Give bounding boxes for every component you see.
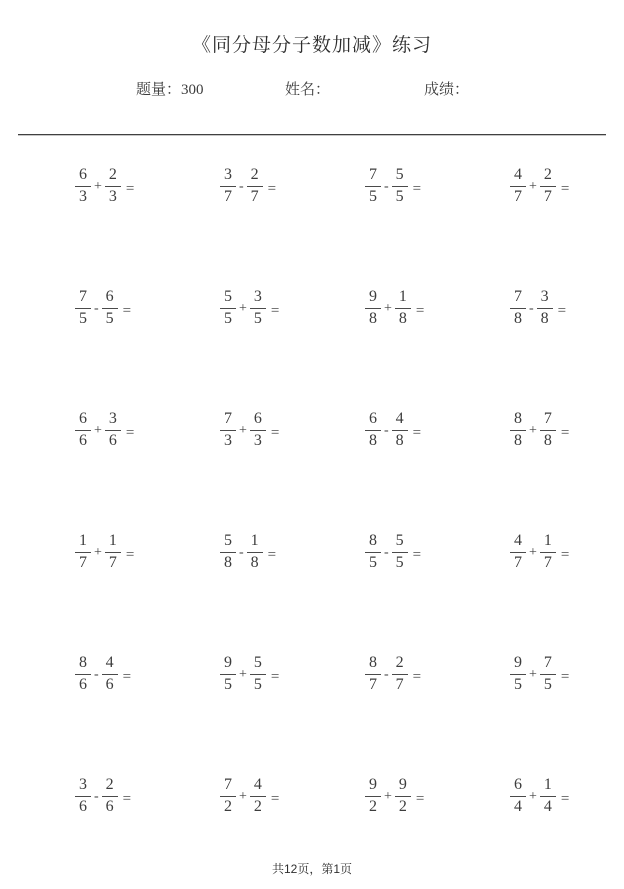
fraction-left xyxy=(220,532,236,572)
fraction-right xyxy=(540,776,556,816)
fraction-right xyxy=(247,532,263,572)
numerator: 3 xyxy=(220,166,236,186)
denominator: 5 xyxy=(369,553,377,571)
equals-sign: = xyxy=(412,180,422,197)
math-problem xyxy=(75,532,220,572)
equals-sign: = xyxy=(122,302,132,319)
numerator: 8 xyxy=(365,532,381,552)
fraction-right xyxy=(250,654,266,694)
fraction-left xyxy=(365,776,381,816)
fraction-right xyxy=(540,410,556,450)
operator-sign: + xyxy=(384,301,392,316)
quantity-label: 题量：300 xyxy=(136,82,204,98)
denominator: 2 xyxy=(398,797,407,815)
fraction-right xyxy=(105,166,121,206)
math-problem xyxy=(75,410,220,450)
math-problem xyxy=(365,776,510,816)
denominator: 5 xyxy=(514,675,522,693)
denominator: 6 xyxy=(79,431,87,449)
denominator: 4 xyxy=(514,797,522,815)
numerator: 6 xyxy=(250,410,266,430)
numerator: 9 xyxy=(395,776,411,796)
equals-sign: = xyxy=(125,424,135,441)
denominator: 6 xyxy=(79,675,87,693)
numerator: 7 xyxy=(510,288,526,308)
fraction-left xyxy=(75,532,91,572)
numerator: 9 xyxy=(220,654,236,674)
fraction-right xyxy=(537,288,553,328)
equals-sign: = xyxy=(415,302,425,319)
operator-sign: - xyxy=(384,667,389,682)
operator-sign: - xyxy=(94,667,99,682)
fraction-right xyxy=(392,532,408,572)
equals-sign: = xyxy=(412,424,422,441)
numerator: 1 xyxy=(540,532,556,552)
operator-sign: + xyxy=(529,179,537,194)
math-problem xyxy=(365,166,510,206)
numerator: 3 xyxy=(250,288,266,308)
equals-sign: = xyxy=(560,668,570,685)
numerator: 7 xyxy=(540,654,556,674)
denominator: 3 xyxy=(224,431,232,449)
math-problem xyxy=(510,776,624,816)
fraction-right xyxy=(395,776,411,816)
fraction-right xyxy=(105,532,121,572)
page-title: 《同分母分子数加减》练习 xyxy=(191,35,432,56)
fraction-right xyxy=(250,776,266,816)
fraction-right xyxy=(247,166,263,206)
denominator: 5 xyxy=(105,309,114,327)
denominator: 8 xyxy=(224,553,232,571)
math-problem xyxy=(510,532,624,572)
equals-sign: = xyxy=(125,180,135,197)
math-problem xyxy=(220,166,365,206)
numerator: 3 xyxy=(537,288,553,308)
math-problem xyxy=(220,776,365,816)
numerator: 2 xyxy=(392,654,408,674)
denominator: 8 xyxy=(540,309,549,327)
fraction-left xyxy=(510,776,526,816)
numerator: 1 xyxy=(540,776,556,796)
numerator: 6 xyxy=(510,776,526,796)
numerator: 4 xyxy=(392,410,408,430)
denominator: 7 xyxy=(108,553,117,571)
numerator: 7 xyxy=(75,288,91,308)
math-problem xyxy=(510,288,624,328)
denominator: 7 xyxy=(395,675,404,693)
equals-sign: = xyxy=(560,790,570,807)
fraction-left xyxy=(220,288,236,328)
numerator: 1 xyxy=(247,532,263,552)
math-problem xyxy=(75,654,220,694)
equals-sign: = xyxy=(560,546,570,563)
fraction-right xyxy=(540,654,556,694)
operator-sign: + xyxy=(529,789,537,804)
math-problem xyxy=(220,410,365,450)
denominator: 2 xyxy=(369,797,377,815)
equals-sign: = xyxy=(270,668,280,685)
denominator: 7 xyxy=(369,675,377,693)
denominator: 7 xyxy=(543,553,552,571)
equals-sign: = xyxy=(270,424,280,441)
numerator: 8 xyxy=(75,654,91,674)
math-problem xyxy=(220,654,365,694)
equals-sign: = xyxy=(125,546,135,563)
operator-sign: - xyxy=(529,301,534,316)
fraction-left xyxy=(75,166,91,206)
denominator: 5 xyxy=(79,309,87,327)
numerator: 4 xyxy=(102,654,118,674)
denominator: 7 xyxy=(543,187,552,205)
fraction-left xyxy=(510,410,526,450)
numerator: 9 xyxy=(365,776,381,796)
operator-sign: + xyxy=(239,301,247,316)
denominator: 5 xyxy=(253,675,262,693)
fraction-right xyxy=(102,776,118,816)
denominator: 8 xyxy=(543,431,552,449)
math-problem xyxy=(365,288,510,328)
equals-sign: = xyxy=(270,790,280,807)
equals-sign: = xyxy=(560,424,570,441)
fraction-right xyxy=(102,288,118,328)
numerator: 8 xyxy=(365,654,381,674)
problems-grid xyxy=(75,136,624,868)
fraction-left xyxy=(220,654,236,694)
denominator: 3 xyxy=(79,187,87,205)
math-problem xyxy=(510,654,624,694)
fraction-right xyxy=(395,288,411,328)
math-problem xyxy=(510,166,624,206)
numerator: 1 xyxy=(75,532,91,552)
header-row xyxy=(0,78,624,98)
operator-sign: - xyxy=(94,301,99,316)
denominator: 4 xyxy=(543,797,552,815)
math-problem xyxy=(365,654,510,694)
operator-sign: + xyxy=(529,545,537,560)
numerator: 7 xyxy=(365,166,381,186)
denominator: 8 xyxy=(395,431,404,449)
numerator: 5 xyxy=(220,532,236,552)
denominator: 5 xyxy=(369,187,377,205)
numerator: 2 xyxy=(102,776,118,796)
denominator: 5 xyxy=(395,187,404,205)
operator-sign: + xyxy=(384,789,392,804)
fraction-left xyxy=(220,166,236,206)
numerator: 3 xyxy=(105,410,121,430)
denominator: 6 xyxy=(105,797,114,815)
denominator: 8 xyxy=(514,431,522,449)
fraction-left xyxy=(365,654,381,694)
math-problem xyxy=(365,410,510,450)
equals-sign: = xyxy=(412,668,422,685)
numerator: 7 xyxy=(220,410,236,430)
operator-sign: + xyxy=(239,423,247,438)
denominator: 6 xyxy=(79,797,87,815)
fraction-right xyxy=(102,654,118,694)
operator-sign: + xyxy=(239,789,247,804)
fraction-left xyxy=(365,288,381,328)
denominator: 8 xyxy=(369,309,377,327)
numerator: 4 xyxy=(510,166,526,186)
denominator: 7 xyxy=(514,553,522,571)
denominator: 7 xyxy=(250,187,259,205)
operator-sign: - xyxy=(239,179,244,194)
numerator: 9 xyxy=(510,654,526,674)
numerator: 7 xyxy=(220,776,236,796)
denominator: 5 xyxy=(395,553,404,571)
operator-sign: + xyxy=(529,423,537,438)
numerator: 5 xyxy=(392,532,408,552)
operator-sign: + xyxy=(94,179,102,194)
math-problem xyxy=(365,532,510,572)
numerator: 2 xyxy=(540,166,556,186)
numerator: 6 xyxy=(75,410,91,430)
fraction-left xyxy=(510,288,526,328)
fraction-left xyxy=(510,166,526,206)
denominator: 8 xyxy=(369,431,377,449)
denominator: 8 xyxy=(398,309,407,327)
fraction-right xyxy=(392,654,408,694)
numerator: 1 xyxy=(395,288,411,308)
equals-sign: = xyxy=(122,790,132,807)
denominator: 6 xyxy=(108,431,117,449)
math-problem xyxy=(75,776,220,816)
fraction-right xyxy=(540,532,556,572)
fraction-right xyxy=(105,410,121,450)
equals-sign: = xyxy=(270,302,280,319)
fraction-left xyxy=(220,776,236,816)
operator-sign: - xyxy=(384,545,389,560)
denominator: 5 xyxy=(224,309,232,327)
numerator: 6 xyxy=(365,410,381,430)
denominator: 3 xyxy=(108,187,117,205)
operator-sign: - xyxy=(384,423,389,438)
fraction-left xyxy=(220,410,236,450)
operator-sign: + xyxy=(239,667,247,682)
denominator: 8 xyxy=(250,553,259,571)
numerator: 7 xyxy=(540,410,556,430)
denominator: 5 xyxy=(543,675,552,693)
fraction-left xyxy=(75,410,91,450)
fraction-left xyxy=(365,532,381,572)
numerator: 8 xyxy=(510,410,526,430)
fraction-left xyxy=(75,288,91,328)
operator-sign: - xyxy=(94,789,99,804)
fraction-right xyxy=(392,410,408,450)
denominator: 5 xyxy=(253,309,262,327)
numerator: 1 xyxy=(105,532,121,552)
fraction-left xyxy=(510,654,526,694)
denominator: 5 xyxy=(224,675,232,693)
denominator: 7 xyxy=(79,553,87,571)
equals-sign: = xyxy=(557,302,567,319)
operator-sign: + xyxy=(529,667,537,682)
numerator: 2 xyxy=(247,166,263,186)
math-problem xyxy=(75,166,220,206)
denominator: 2 xyxy=(224,797,232,815)
math-problem xyxy=(75,288,220,328)
numerator: 5 xyxy=(250,654,266,674)
equals-sign: = xyxy=(267,180,277,197)
numerator: 3 xyxy=(75,776,91,796)
fraction-right xyxy=(250,288,266,328)
math-problem xyxy=(220,532,365,572)
numerator: 4 xyxy=(510,532,526,552)
numerator: 2 xyxy=(105,166,121,186)
numerator: 5 xyxy=(392,166,408,186)
fraction-right xyxy=(540,166,556,206)
denominator: 7 xyxy=(224,187,232,205)
operator-sign: + xyxy=(94,545,102,560)
fraction-left xyxy=(365,166,381,206)
equals-sign: = xyxy=(412,546,422,563)
denominator: 2 xyxy=(253,797,262,815)
fraction-left xyxy=(75,776,91,816)
fraction-left xyxy=(365,410,381,450)
numerator: 9 xyxy=(365,288,381,308)
name-label: 姓名： xyxy=(285,82,331,98)
operator-sign: - xyxy=(384,179,389,194)
denominator: 6 xyxy=(105,675,114,693)
numerator: 4 xyxy=(250,776,266,796)
fraction-right xyxy=(250,410,266,450)
fraction-left xyxy=(75,654,91,694)
math-problem xyxy=(220,288,365,328)
equals-sign: = xyxy=(267,546,277,563)
denominator: 3 xyxy=(253,431,262,449)
operator-sign: + xyxy=(94,423,102,438)
numerator: 5 xyxy=(220,288,236,308)
page-footer: 共12页，第1页 xyxy=(271,862,353,876)
numerator: 6 xyxy=(75,166,91,186)
numerator: 6 xyxy=(102,288,118,308)
denominator: 7 xyxy=(514,187,522,205)
equals-sign: = xyxy=(560,180,570,197)
score-label: 成绩： xyxy=(424,82,470,98)
operator-sign: - xyxy=(239,545,244,560)
equals-sign: = xyxy=(415,790,425,807)
fraction-left xyxy=(510,532,526,572)
math-problem xyxy=(510,410,624,450)
fraction-right xyxy=(392,166,408,206)
denominator: 8 xyxy=(514,309,522,327)
equals-sign: = xyxy=(122,668,132,685)
